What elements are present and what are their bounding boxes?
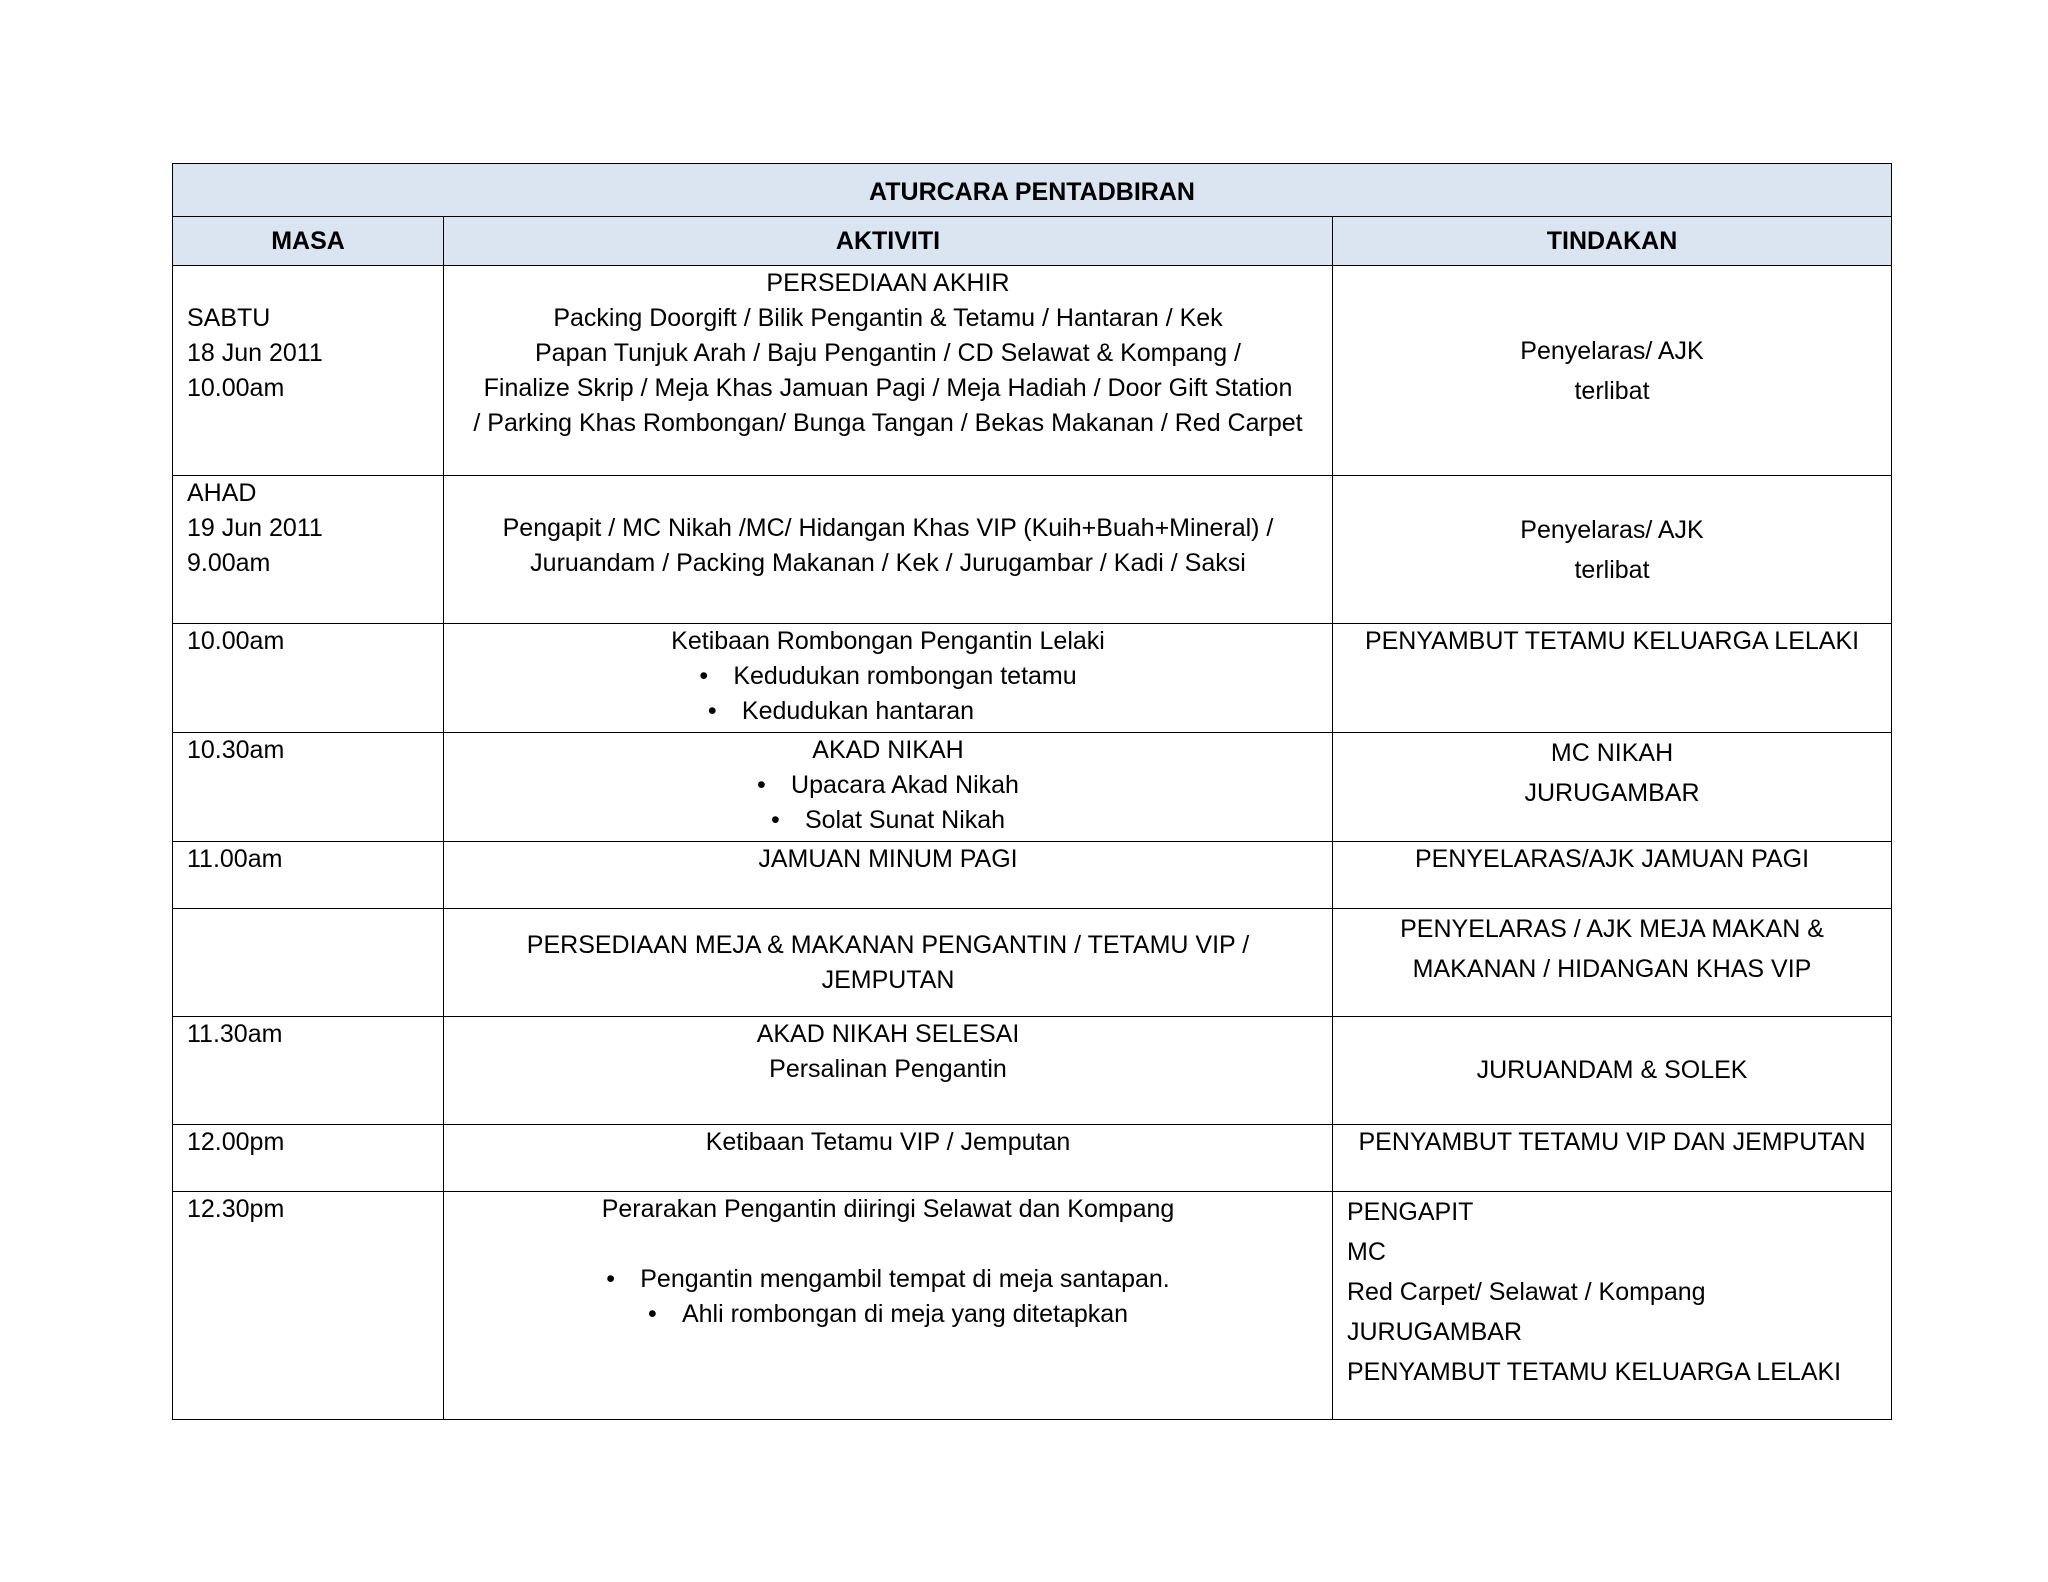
bullet-list bbox=[458, 1262, 1318, 1332]
aktiviti-line: JAMUAN MINUM PAGI bbox=[758, 845, 1018, 873]
tindakan-line: Penyelaras/ AJK bbox=[1520, 336, 1704, 365]
bullet-icon: • bbox=[757, 771, 766, 799]
masa-line: 11.00am bbox=[187, 845, 283, 873]
bullet-list bbox=[458, 659, 1318, 729]
list-item bbox=[458, 803, 1318, 838]
table-row bbox=[173, 1192, 1892, 1420]
tindakan-line: PENGAPIT bbox=[1347, 1198, 1474, 1226]
table-title: ATURCARA PENTADBIRAN bbox=[173, 164, 1892, 217]
tindakan-line: MC bbox=[1347, 1238, 1386, 1266]
aktiviti-line: Packing Doorgift / Bilik Pengantin & Tetamu / Hantaran / Kek bbox=[553, 304, 1223, 332]
header-aktiviti: AKTIVITI bbox=[444, 217, 1333, 266]
tindakan-cell bbox=[1333, 909, 1892, 1017]
aktiviti-cell bbox=[444, 1125, 1333, 1192]
aktiviti-cell bbox=[444, 733, 1333, 842]
tindakan-cell bbox=[1333, 733, 1892, 842]
tindakan-line: JURUGAMBAR bbox=[1524, 779, 1700, 807]
aktiviti-line: Ketibaan Tetamu VIP / Jemputan bbox=[705, 1128, 1071, 1156]
aktiviti-cell bbox=[444, 476, 1333, 624]
aktiviti-line: Finalize Skrip / Meja Khas Jamuan Pagi / Meja Hadiah / Door Gift Station bbox=[483, 374, 1293, 402]
tindakan-cell bbox=[1333, 1017, 1892, 1125]
tindakan-cell bbox=[1333, 1192, 1892, 1420]
masa-line: 10.30am bbox=[187, 736, 285, 764]
bullet-text: Upacara Akad Nikah bbox=[791, 771, 1019, 799]
aktiviti-line: PERSEDIAAN AKHIR bbox=[766, 269, 1010, 297]
aktiviti-line: Juruandam / Packing Makanan / Kek / Jurugambar / Kadi / Saksi bbox=[530, 549, 1246, 577]
tindakan-line: MC NIKAH bbox=[1550, 739, 1674, 767]
header-masa: MASA bbox=[173, 217, 444, 266]
tindakan-line: PENYAMBUT TETAMU KELUARGA LELAKI bbox=[1347, 1358, 1842, 1386]
masa-line: 12.00pm bbox=[187, 1128, 285, 1156]
table-row bbox=[173, 1017, 1892, 1125]
tindakan-cell bbox=[1333, 476, 1892, 624]
bullet-text: Solat Sunat Nikah bbox=[804, 806, 1006, 834]
aktiviti-line: / Parking Khas Rombongan/ Bunga Tangan / Bekas Makanan / Red Carpet bbox=[473, 409, 1303, 437]
aktiviti-cell bbox=[444, 624, 1333, 733]
table-row bbox=[173, 1125, 1892, 1192]
bullet-text: Kedudukan rombongan tetamu bbox=[733, 662, 1077, 690]
bullet-text: Pengantin mengambil tempat di meja santapan. bbox=[640, 1265, 1170, 1293]
masa-cell bbox=[173, 733, 444, 842]
bullet-icon: • bbox=[770, 806, 780, 834]
masa-cell bbox=[173, 1192, 444, 1420]
table-row bbox=[173, 476, 1892, 624]
table-row bbox=[173, 842, 1892, 909]
masa-cell bbox=[173, 909, 444, 1017]
tindakan-cell bbox=[1333, 624, 1892, 733]
table-row bbox=[173, 266, 1892, 476]
aktiviti-line: Ketibaan Rombongan Pengantin Lelaki bbox=[671, 627, 1105, 655]
list-item bbox=[458, 1262, 1318, 1297]
list-item bbox=[458, 659, 1318, 694]
tindakan-line: JURUGAMBAR bbox=[1347, 1318, 1523, 1346]
aktiviti-cell bbox=[444, 909, 1333, 1017]
list-item bbox=[458, 768, 1318, 803]
bullet-icon: • bbox=[707, 697, 717, 725]
aktiviti-line: Papan Tunjuk Arah / Baju Pengantin / CD Selawat & Kompang / bbox=[535, 339, 1241, 367]
table-row bbox=[173, 624, 1892, 733]
aktiviti-cell bbox=[444, 1192, 1333, 1420]
masa-cell bbox=[173, 476, 444, 624]
aktiviti-line: Pengapit / MC Nikah /MC/ Hidangan Khas VIP (Kuih+Buah+Mineral) / bbox=[502, 514, 1274, 542]
aktiviti-line: PERSEDIAAN MEJA & MAKANAN PENGANTIN / TETAMU VIP / JEMPUTAN bbox=[526, 930, 1250, 994]
masa-cell bbox=[173, 1125, 444, 1192]
masa-cell bbox=[173, 1017, 444, 1125]
masa-cell bbox=[173, 842, 444, 909]
masa-line: 12.30pm bbox=[187, 1195, 285, 1223]
tindakan-line: PENYAMBUT TETAMU KELUARGA LELAKI bbox=[1364, 627, 1860, 655]
tindakan-line: MAKANAN / HIDANGAN KHAS VIP bbox=[1412, 955, 1812, 983]
aktiviti-cell bbox=[444, 1017, 1333, 1125]
masa-line: 18 Jun 2011 bbox=[187, 339, 323, 367]
tindakan-cell bbox=[1333, 842, 1892, 909]
schedule-table bbox=[172, 163, 1892, 1420]
table-row bbox=[173, 909, 1892, 1017]
bullet-list bbox=[458, 768, 1318, 838]
bullet-icon: • bbox=[606, 1265, 616, 1293]
aktiviti-line: Persalinan Pengantin bbox=[769, 1055, 1007, 1083]
bullet-icon: • bbox=[699, 662, 709, 690]
tindakan-line: JURUANDAM & SOLEK bbox=[1476, 1056, 1748, 1084]
tindakan-line: PENYELARAS/AJK JAMUAN PAGI bbox=[1414, 845, 1810, 873]
masa-cell bbox=[173, 266, 444, 476]
masa-line: 9.00am bbox=[187, 549, 271, 577]
bullet-icon: • bbox=[647, 1300, 657, 1328]
aktiviti-line: Perarakan Pengantin diiringi Selawat dan Kompang bbox=[601, 1195, 1175, 1223]
list-item bbox=[458, 1297, 1318, 1332]
tindakan-cell bbox=[1333, 266, 1892, 476]
masa-line: SABTU bbox=[187, 304, 271, 332]
bullet-text: Ahli rombongan di meja yang ditetapkan bbox=[681, 1300, 1129, 1328]
aktiviti-line: AKAD NIKAH bbox=[812, 736, 964, 764]
bullet-text: Kedudukan hantaran bbox=[741, 697, 975, 725]
masa-line: 11.30am bbox=[187, 1020, 283, 1048]
title-row bbox=[173, 164, 1892, 217]
tindakan-line: PENYAMBUT TETAMU VIP DAN JEMPUTAN bbox=[1358, 1128, 1866, 1156]
tindakan-line: Red Carpet/ Selawat / Kompang bbox=[1347, 1278, 1706, 1306]
masa-line: AHAD bbox=[187, 479, 257, 507]
header-tindakan: TINDAKAN bbox=[1333, 217, 1892, 266]
masa-line: 10.00am bbox=[187, 627, 285, 655]
tindakan-cell bbox=[1333, 1125, 1892, 1192]
header-row bbox=[173, 217, 1892, 266]
tindakan-line: PENYELARAS / AJK MEJA MAKAN & bbox=[1400, 915, 1824, 943]
table-row bbox=[173, 733, 1892, 842]
aktiviti-cell bbox=[444, 266, 1333, 476]
aktiviti-line: AKAD NIKAH SELESAI bbox=[756, 1020, 1020, 1048]
list-item bbox=[364, 694, 1318, 729]
masa-line: 10.00am bbox=[187, 374, 285, 402]
aktiviti-cell bbox=[444, 842, 1333, 909]
tindakan-line: terlibat bbox=[1574, 555, 1650, 584]
masa-line: 19 Jun 2011 bbox=[187, 514, 323, 542]
tindakan-line: terlibat bbox=[1574, 376, 1650, 405]
tindakan-line: Penyelaras/ AJK bbox=[1520, 515, 1704, 544]
